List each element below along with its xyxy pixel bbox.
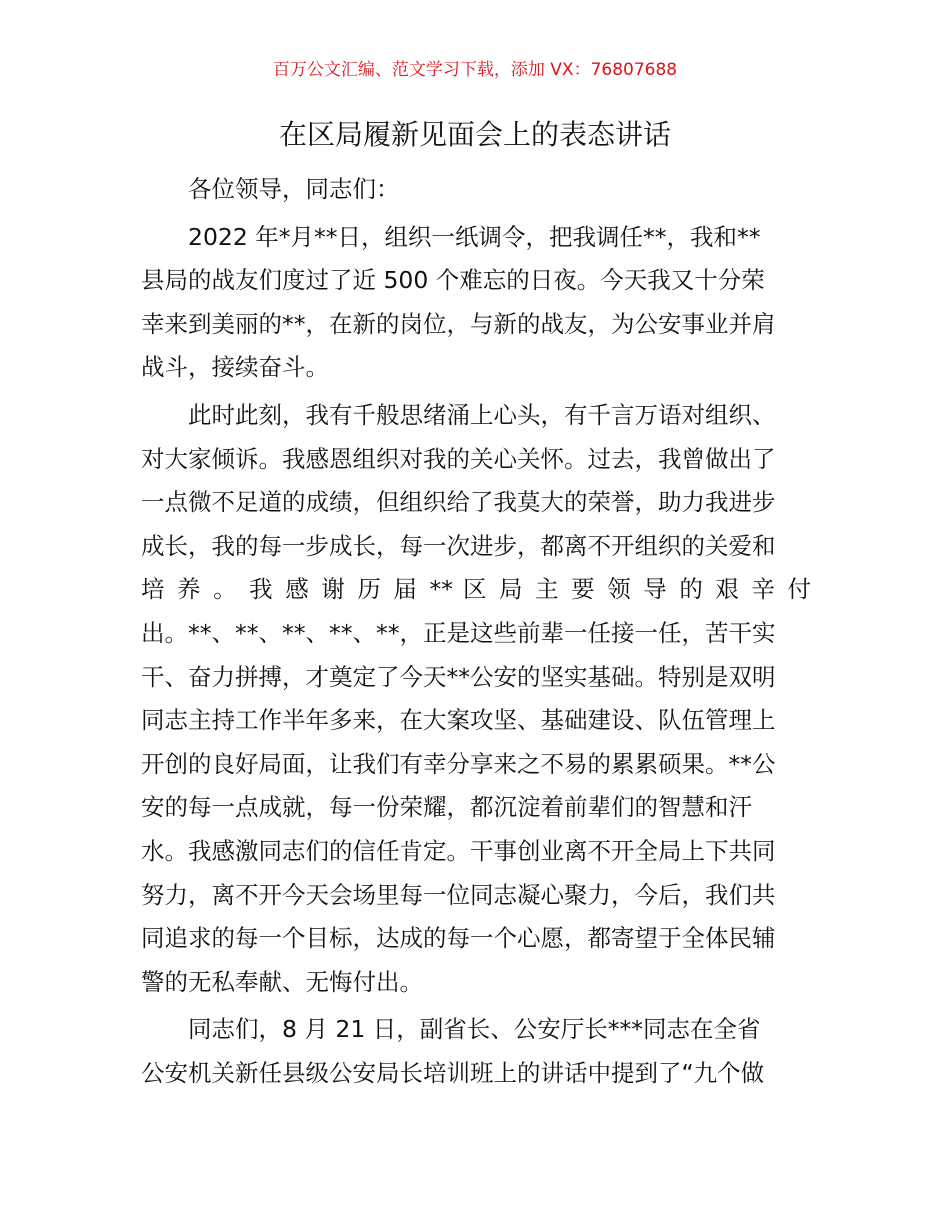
download-banner: 百万公文汇编、范文学习下载，添加 VX：76807688 — [272, 60, 678, 80]
paragraph-line: 干、奋力拼搏，才奠定了今天**公安的坚实基础。特别是双明 — [141, 662, 776, 691]
paragraph-line: 此时此刻，我有千般思绪涌上心头，有千言万语对组织、 — [188, 400, 776, 429]
paragraph-line: 县局的战友们度过了近 500 个难忘的日夜。今天我又十分荣 — [141, 266, 765, 295]
paragraph-3 — [141, 1008, 811, 1095]
paragraph-line: 幸来到美丽的**，在新的岗位，与新的战友，为公安事业并肩 — [141, 309, 776, 338]
paragraph-line: 2022 年*月**日，组织一纸调令，把我调任**，我和** — [188, 222, 761, 251]
paragraph-line: 出。**、**、**、**、**，正是这些前辈一任接一任，苦干实 — [141, 618, 776, 647]
document-body — [141, 168, 811, 1095]
salutation: 各位领导，同志们： — [188, 175, 400, 203]
paragraph-line: 水。我感激同志们的信任肯定。干事创业离不开全局上下共同 — [141, 836, 776, 865]
paragraph-line: 对大家倾诉。我感恩组织对我的关心关怀。过去，我曾做出了 — [141, 444, 776, 473]
paragraph-line: 一点微不足道的成绩，但组织给了我莫大的荣誉，助力我进步 — [141, 488, 776, 517]
paragraph-line: 警的无私奉献、无悔付出。 — [141, 967, 423, 996]
paragraph-line: 努力，离不开今天会场里每一位同志凝心聚力，今后，我们共 — [141, 880, 776, 909]
page-title: 在区局履新见面会上的表态讲话 — [278, 118, 671, 151]
paragraph-line: 同志们，8 月 21 日，副省长、公安厅长***同志在全省 — [188, 1015, 761, 1044]
paragraph-line: 培 养 。 我 感 谢 历 届 ** 区 局 主 要 领 导 的 艰 辛 付 — [141, 575, 811, 604]
paragraph-2 — [141, 394, 811, 1004]
paragraph-line: 同志主持工作半年多来，在大案攻坚、基础建设、队伍管理上 — [141, 706, 776, 735]
paragraph-line: 战斗，接续奋斗。 — [141, 353, 329, 382]
paragraph-line: 开创的良好局面，让我们有幸分享来之不易的累累硕果。**公 — [141, 749, 776, 778]
paragraph-line: 同追求的每一个目标，达成的每一个心愿，都寄望于全体民辅 — [141, 924, 776, 953]
paragraph-line: 安的每一点成就，每一份荣耀，都沉淀着前辈们的智慧和汗 — [141, 793, 752, 822]
paragraph-1 — [141, 216, 811, 390]
paragraph-line: 公安机关新任县级公安局长培训班上的讲话中提到了“九个做 — [141, 1058, 765, 1087]
paragraph-line: 成长，我的每一步成长，每一次进步，都离不开组织的关爱和 — [141, 531, 776, 560]
